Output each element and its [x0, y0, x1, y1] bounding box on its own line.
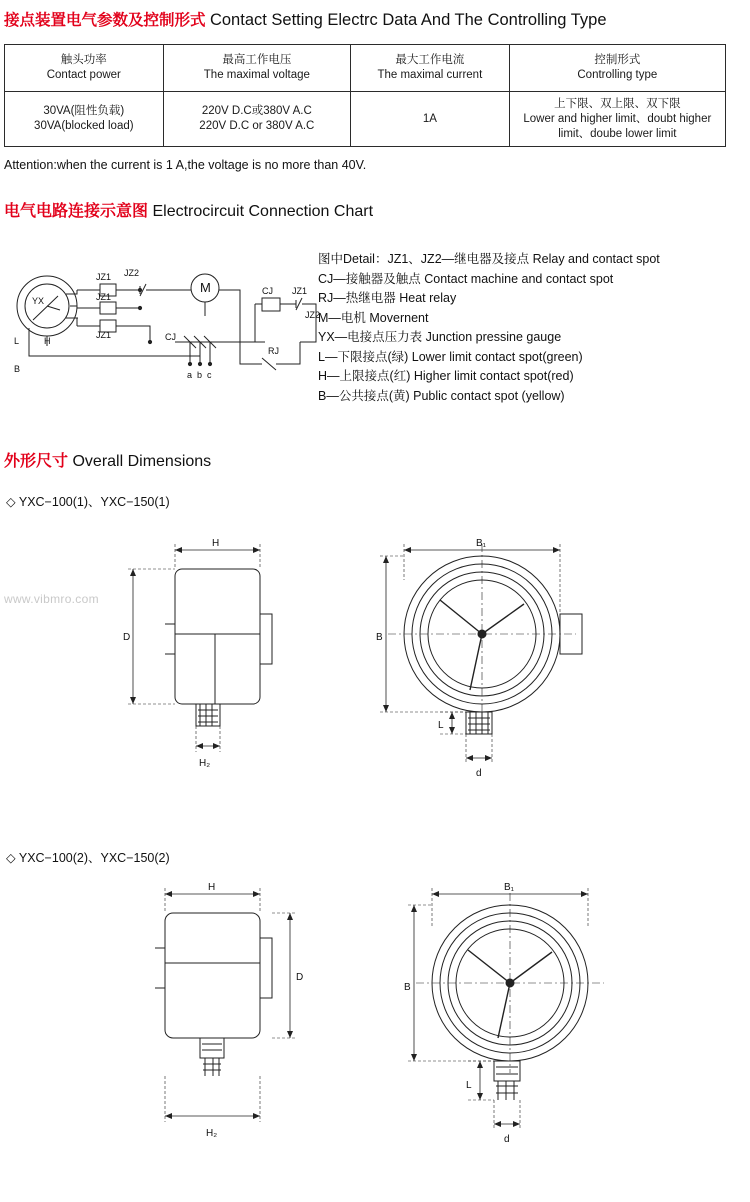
table-header-cell: 最高工作电压 The maximal voltage	[163, 45, 350, 92]
label-cj-top: CJ	[262, 286, 273, 296]
label-c: c	[207, 370, 212, 380]
dim-label-D: D	[123, 632, 131, 643]
table-header-cell: 最大工作电流 The maximal current	[351, 45, 510, 92]
electrocircuit-diagram	[0, 246, 320, 406]
dim-label-d: d	[476, 768, 482, 779]
page-title-en: Contact Setting Electrc Data And The Controlling Type	[209, 11, 607, 29]
legend-item: B—公共接点(黄) Public contact spot (yellow)	[318, 388, 565, 403]
label-yx: YX	[32, 296, 45, 306]
table-cell-max-voltage: 220V D.C或380V A.C 220V D.C or 380V A.C	[163, 92, 350, 147]
table-header-row	[5, 45, 726, 92]
dimensions-heading-en: Overall Dimensions	[72, 453, 212, 470]
dim-label-B-2: B	[404, 982, 411, 993]
dimensions-section-heading	[4, 452, 211, 472]
legend-item: H—上限接点(红) Higher limit contact spot(red)	[318, 369, 574, 383]
watermark: www.vibmro.com	[4, 592, 99, 606]
circuit-section-heading	[4, 202, 373, 222]
table-cell-max-current: 1A	[351, 92, 510, 147]
model-label-2: ◇ YXC−100(2)、YXC−150(2)	[6, 851, 170, 865]
dim-label-B1: B₁	[476, 538, 487, 549]
legend-item	[318, 250, 660, 270]
dim-label-L: L	[438, 720, 444, 731]
label-jz1-top: JZ1	[96, 272, 112, 282]
spec-table	[4, 44, 726, 147]
legend-item: YX—电接点压力表 Junction pressine gauge	[318, 330, 562, 344]
dim-label-L-2: L	[466, 1080, 472, 1091]
side-view-body-2	[165, 913, 260, 1038]
dim-label-H2: H₂	[199, 758, 211, 769]
dim-label-H: H	[212, 538, 220, 549]
label-jz1-mid: JZ1	[96, 292, 112, 302]
label-h: H	[44, 336, 51, 346]
legend-item: M—电机 Movernent	[318, 310, 429, 325]
dim-label-d-2: d	[504, 1134, 510, 1145]
table-cell-contact-power: 30VA(阻性负载) 30VA(blocked load)	[5, 92, 164, 147]
circuit-legend	[318, 250, 660, 406]
label-b2: b	[197, 370, 203, 380]
dim-label-B: B	[376, 632, 383, 643]
dimensions-heading-cn: 外形尺寸	[4, 453, 69, 470]
circuit-heading-en: Electrocircuit Connection Chart	[152, 203, 374, 220]
dim-label-D-2: D	[296, 972, 304, 983]
dim-label-H2-2: H₂	[206, 1128, 218, 1139]
label-jz2-top: JZ2	[124, 268, 140, 278]
dimension-drawing-set-2	[0, 868, 750, 1168]
attention-note: Attention:when the current is 1 A,the voltage is no more than 40V.	[4, 158, 367, 172]
dimension-drawing-set-1	[0, 514, 750, 814]
table-header-cell: 控制形式 Controlling type	[509, 45, 725, 92]
label-jz1-bot: JZ1	[96, 330, 112, 340]
label-l: L	[14, 336, 20, 346]
circuit-heading-cn: 电气电路连接示意图	[4, 203, 149, 220]
label-jz2-right: JZ2	[305, 310, 320, 320]
label-cj-left: CJ	[165, 332, 176, 342]
side-view-body	[175, 569, 260, 704]
table-header-cell: 触头功率 Contact power	[5, 45, 164, 92]
dim-label-H-2: H	[208, 882, 216, 893]
page-title-cn: 接点装置电气参数及控制形式	[4, 12, 206, 29]
table-cell-controlling-type: 上下限、双上限、双下限 Lower and higher limit、doubt higher limit、doube lower limit	[509, 92, 725, 147]
dim-label-B1-2: B₁	[504, 882, 515, 893]
label-a: a	[187, 370, 193, 380]
page-title	[4, 10, 607, 31]
model-label-1: ◇ YXC−100(1)、YXC−150(1)	[6, 495, 170, 509]
label-b: B	[14, 364, 21, 374]
label-motor: M	[200, 280, 211, 295]
legend-item-text: JZ1、JZ2—继电器及接点 Relay and contact spot	[387, 252, 660, 266]
legend-item: CJ—接触器及触点 Contact machine and contact spot	[318, 271, 614, 286]
label-rj: RJ	[268, 346, 279, 356]
label-jz1-right: JZ1	[292, 286, 308, 296]
legend-item: RJ—热继电器 Heat relay	[318, 291, 457, 305]
legend-intro: 图中Detail：	[318, 252, 388, 266]
legend-item: L—下限接点(绿) Lower limit contact spot(green)	[318, 349, 583, 364]
table-row	[5, 92, 726, 147]
